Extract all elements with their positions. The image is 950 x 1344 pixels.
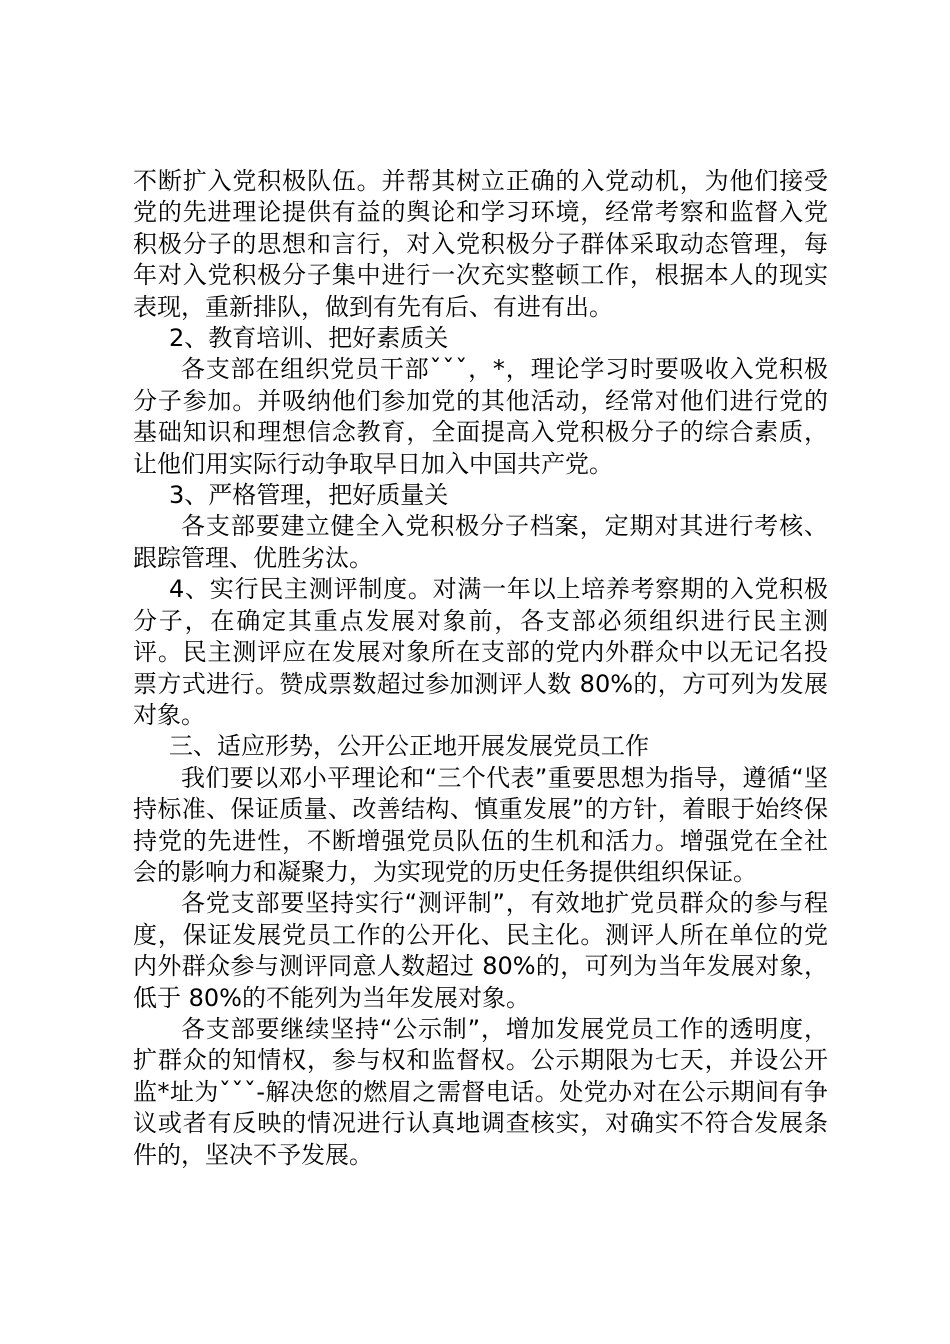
heading-strict-management: 3、严格管理，把好质量关	[169, 481, 449, 510]
heading-section-three: 三、适应形势，公开公正地开展发展党员工作	[169, 732, 649, 761]
paragraph-evaluation-system: 各党支部要坚持实行“测评制”，有效地扩党员群众的参与程度，保证发展党员工作的公开化、民主化。测评人所在单位的党内外群众参与测评同意人数超过 80%的，可列为当年发展对象，低于 80%的不能列为当年发展对象。	[133, 889, 828, 1012]
heading-education-training: 2、教育培训、把好素质关	[169, 324, 449, 353]
paragraph-public-notice: 各支部要继续坚持“公示制”，增加发展党员工作的透明度，扩群众的知情权，参与权和监督权。公示期限为七天，并设公开监*址为ˇˇˇ-解决您的燃眉之需督电话。处党办对在公示期间有争议或者有反映的情况进行认真地调查核实，对确实不符合发展条件的，坚决不予发展。	[133, 1014, 828, 1169]
paragraph-strict-management: 各支部要建立健全入党积极分子档案，定期对其进行考核、跟踪管理、优胜劣汰。	[133, 512, 828, 572]
paragraph-democratic-evaluation: 4、实行民主测评制度。对满一年以上培养考察期的入党积极分子，在确定其重点发展对象前，各支部必须组织进行民主测评。民主测评应在发展对象所在支部的党内外群众中以无记名投票方式进行。赞成票数超过参加测评人数 80%的，方可列为发展对象。	[133, 575, 828, 729]
paragraph-guiding-principle: 我们要以邓小平理论和“三个代表”重要思想为指导，遵循“坚持标准、保证质量、改善结构、慎重发展”的方针，着眼于始终保持党的先进性，不断增强党员队伍的生机和活力。增强党在全社会的影响力和凝聚力，为实现党的历史任务提供组织保证。	[133, 763, 828, 886]
document-body	[133, 166, 828, 1171]
paragraph-continuation: 不断扩入党积极队伍。并帮其树立正确的入党动机，为他们接受党的先进理论提供有益的舆论和学习环境，经常考察和监督入党积极分子的思想和言行，对入党积极分子群体采取动态管理，每年对入党积极分子集中进行一次充实整顿工作，根据本人的现实表现，重新排队，做到有先有后、有进有出。	[133, 167, 828, 321]
paragraph-education-training: 各支部在组织党员干部ˇˇˇ，*，理论学习时要吸收入党积极分子参加。并吸纳他们参加党的其他活动，经常对他们进行党的基础知识和理想信念教育，全面提高入党积极分子的综合素质，让他们用实际行动争取早日加入中国共产党。	[133, 355, 828, 478]
